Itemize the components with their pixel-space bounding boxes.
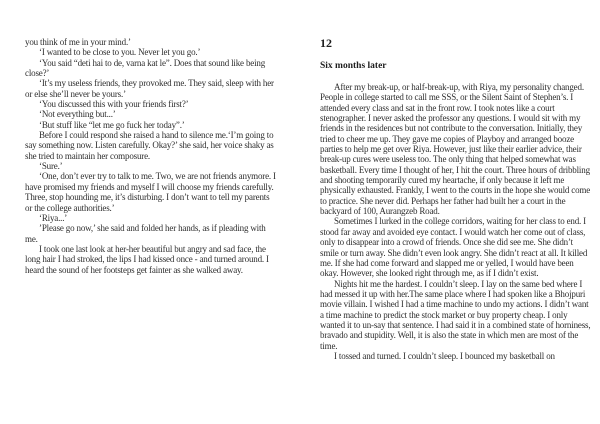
paragraph: ‘Not everything but...’	[39, 109, 116, 120]
left-page-text	[25, 37, 278, 275]
paragraph: I tossed and turned. I couldn’t sleep. I bounced my basketball on	[334, 350, 555, 361]
chapter-number: 12	[320, 36, 332, 50]
chapter-subtitle: Six months later	[320, 61, 387, 71]
paragraph: you think of me in your mind.’	[25, 37, 131, 47]
paragraph: I took one last look at her-her beautiful but angry and sad face, the long hair I had stroked, the lips I had kissed once - and turned around. I heard the sound of her footsteps get fainter as she walked away.	[25, 243, 269, 275]
paragraph: ‘I wanted to be close to you. Never let you go.’	[39, 47, 201, 58]
left-page	[25, 37, 278, 275]
paragraph: Before I could respond she raised a hand to silence me.‘I’m going to say something now. Listen carefully. Okay?’ she said, her voice shaky as she tried to maintain her composure.	[25, 130, 274, 161]
paragraph: Sometimes I lurked in the college corridors, waiting for her class to end. I stood far away and avoided eye contact. I would watch her come out of class, only to disappear into a crowd of friends. Once she did see me. She didn’t smile or turn away. She didn’t even look angry. She didn’t react at all. It killed me. If she had come forward and slapped me or yelled, I would have been okay. However, she looked right through me, as if I didn’t exist.	[320, 216, 588, 279]
right-page-text	[320, 82, 591, 361]
paragraph: ‘Riya...’	[39, 212, 68, 223]
paragraph: ‘You discussed this with your friends first?’	[39, 99, 189, 110]
paragraph: After my break-up, or half-break-up, with Riya, my personality changed. People in college started to call me SSS, or the Silent Saint of Stephen’s. I attended every class and sat in the front row. I took notes like a court stenographer. I never asked the professor any questions. I would sit with my friends in the residences but not contribute to the conversation. Initially, they tried to cheer me up. They gave me copies of Playboy and arranged booze parties to help me get over Riya. However, just like their earlier advice, their break-up cures were useless too. The only thing that helped somewhat was basketball. Every time I thought of her, I hit the court. Three hours of dribbling and shooting temporarily cured my heartache, if only because it left me physically exhausted. Frankly, I went to the courts in the hope she would come to practice. She never did. Perhaps her father had built her a court in the backyard of 100, Aurangzeb Road.	[320, 82, 591, 217]
paragraph: ‘Sure.’	[39, 161, 63, 172]
paragraph: Nights hit me the hardest. I couldn’t sleep. I lay on the same bed where I had messed it up with her.The same place where I had spoken like a Bhojpuri movie villain. I wished I had a time machine to undo my actions. I didn’t want a time machine to predict the stock market or buy property cheap. I only wanted it to un-say that sentence. I had said it in a combined state of horniness, bravado and stupidity. Well, it is also the state in which men are most of the time.	[320, 278, 591, 351]
paragraph: ‘One, don’t ever try to talk to me. Two, we are not friends anymore. I have promised my friends and myself I will choose my friends carefully. Three, stop hounding me, it’s disturbing. I don’t want to tell my parents or the college authorities.’	[25, 171, 276, 213]
paragraph: ‘But stuff like “let me go fuck her today”.’	[39, 119, 185, 130]
paragraph: ’Please go now,’ she said and folded her hands, as if pleading with me.	[25, 223, 266, 244]
paragraph: ‘You said “deti hai to de, varna kat le”. Does that sound like being close?’	[25, 57, 266, 79]
paragraph: ‘It’s my useless friends, they provoked me. They said, sleep with her or else she’ll never be yours.’	[25, 78, 274, 99]
right-page	[320, 37, 591, 361]
